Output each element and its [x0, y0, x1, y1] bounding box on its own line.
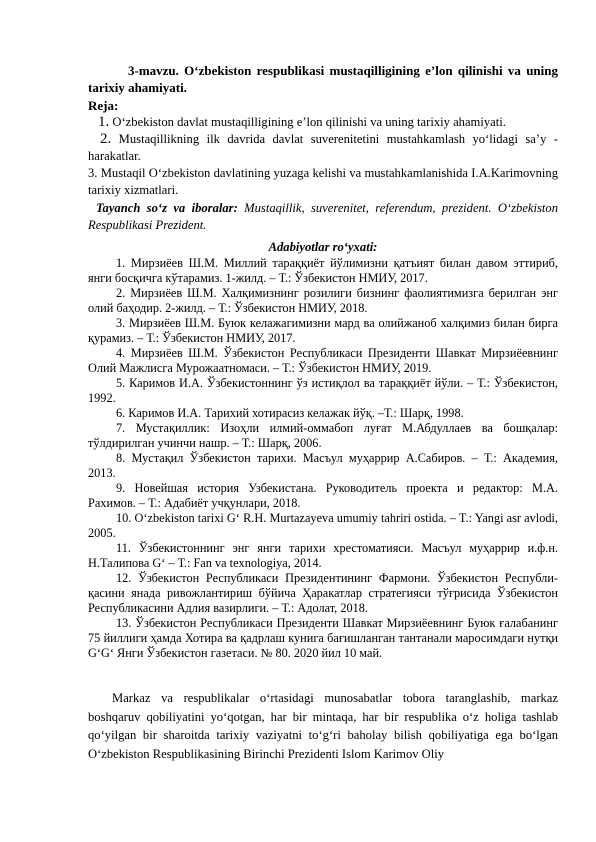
reference-item: 13. Ўзбекистон Республикаси Президенти Шавкат Мирзиёевнинг Буюк ғалабанинг 75 йиллиги ҳамда Хотира ва қадрлаш кунига бағишланган тантанали маросимдаги нутқи G‘G‘ Янги Ўзбекистон газетаси. № 80. 2020 йил 10 май. [88, 616, 558, 660]
plan-item-text: O‘zbekiston davlat mustaqilligining e’lon qilinishi va uning tarixiy ahamiyati. [109, 115, 506, 129]
keywords-label: Tayanch so‘z va iboralar: [96, 201, 238, 215]
reference-item: 3. Мирзиёев Ш.М. Буюк келажагимизни мард ва олийжаноб халқимиз билан бирга қурамиз. – Т.: Ўзбекистон НМИУ, 2017. [88, 316, 558, 345]
topic-title: 3-mavzu. O‘zbekiston respublikasi mustaqilligining e’lon qilinishi va uning tarixiy ahamiyati. [88, 63, 558, 95]
reference-item: 5. Каримов И.А. Ўзбекистоннинг ўз истиқлол ва тараққиёт йўли. – Т.: Ўзбекистон, 1992. [88, 376, 558, 405]
plan-item-number: 1. [98, 114, 110, 130]
reference-item: 11. Ўзбекистоннинг энг янги тарихи хрестоматияси. Масъул муҳаррир и.ф.н. Н.Талипова G‘ – Т.: Fan va texnologiya, 2014. [88, 541, 558, 570]
reference-item: 4. Мирзиёев Ш.М. Ўзбекистон Республикаси Президенти Шавкат Мирзиёевнинг Олий Мажлисга Мурожаатномаси. – Т.: Ўзбекистон НМИУ, 2019. [88, 346, 558, 375]
reference-item: 12. Ўзбекистон Республикаси Президентининг Фармони. Ўзбекистон Республи-қасини янада ривожлантириш бўйича Ҳаракатлар стратегияси тўғрисида Ўзбекистон Республикасини Адлия вазирлиги. – Т.: Адолат, 2018. [88, 571, 558, 615]
plan-item [88, 114, 558, 131]
plan-item-number: 3. [88, 166, 98, 180]
body-paragraph: Markaz va respublikalar o‘rtasidagi munosabatlar tobora taranglashib, markaz boshqaruv qobiliyatini yo‘qotgan, har bir mintaqa, har bir respublika o‘z holiga tashlab qo‘yilgan bir sharoitda tarixiy vaziyatni to‘g‘ri baholay bilish qobiliyatiga ega bo‘lgan O‘zbekiston Respublikasining Birinchi Prezidenti Islom Karimov Oliy [88, 691, 558, 761]
plan-item-text: Mustaqillikning ilk davrida davlat suverenitetini mustahkamlash yo‘lidagi sa’y - harakatlar. [88, 132, 558, 163]
reference-item: 9. Новейшая история Узбекистана. Руководитель проекта и редактор: М.А. Рахимов. – Т.: Адабиёт учқунлари, 2018. [88, 481, 558, 510]
plan-item [88, 165, 558, 199]
reference-item: 7. Мустақиллик: Изоҳли илмий-оммабоп луғат М.Абдуллаев ва бошқалар: тўлдирилган учинчи нашр. – Т.: Шарқ, 2006. [88, 421, 558, 450]
keywords-text: Mustaqillik, suverenitet, referendum, prezident. O‘zbekiston Respublikasi Prezident. [88, 201, 558, 232]
keywords-line [88, 200, 558, 234]
references-heading: Adabiyotlar ro‘yxati: [268, 240, 378, 254]
reference-item: 1. Мирзиёев Ш.М. Миллий тараққиёт йўлимизни қатъият билан давом эттириб, янги босқичга кўтарамиз. 1-жилд. – Т.: Ўзбекистон НМИУ, 2017. [88, 256, 558, 285]
plan-item-text: Mustaqil O‘zbekiston davlatining yuzaga kelishi va mustahkamlanishida I.A.Karimovning tarixiy xizmatlari. [88, 166, 558, 197]
page-content [88, 62, 558, 763]
plan-item [88, 131, 558, 165]
reference-item: 2. Мирзиёев Ш.М. Халқимизнинг розилиги бизнинг фаолиятимизга берилган энг олий баҳодир. 2-жилд. – Т.: Ўзбекистон НМИУ, 2018. [88, 286, 558, 315]
plan-heading: Reja: [88, 98, 119, 113]
reference-item: 6. Каримов И.А. Тарихий хотирасиз келажак йўқ. –Т.: Шарқ, 1998. [116, 406, 464, 420]
reference-item: 8. Мустақил Ўзбекистон тарихи. Масъул муҳаррир А.Сабиров. – Т.: Академия, 2013. [88, 451, 558, 480]
reference-item: 10. O‘zbekiston tarixi G‘ R.H. Murtazayeva umumiy tahriri ostida. – T.: Yangi asr avlodi, 2005. [88, 511, 558, 540]
plan-item-number: 2. [100, 131, 112, 147]
